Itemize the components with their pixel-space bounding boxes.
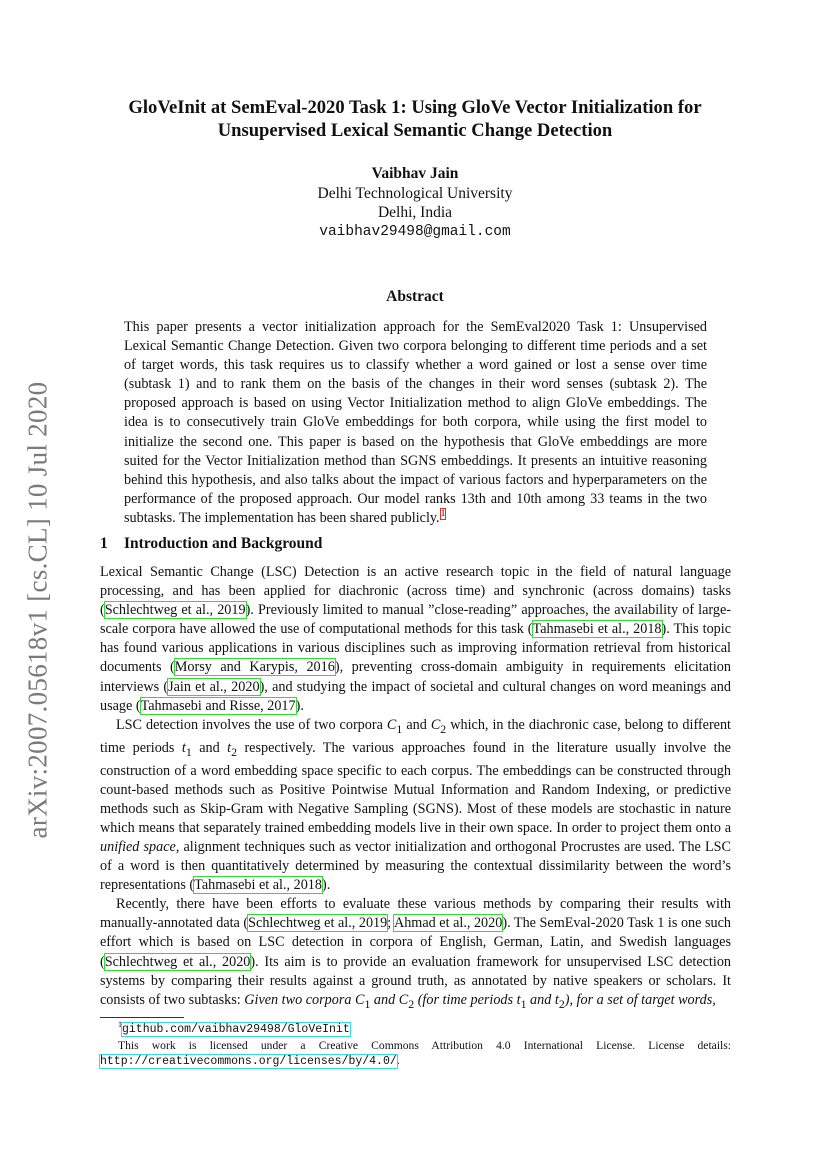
italic-run: ), for a set of target words,	[564, 991, 716, 1008]
abstract-heading: Abstract	[386, 288, 444, 305]
citation-link[interactable]: Tahmasebi and Risse, 2017	[140, 697, 296, 714]
text-run: ).	[322, 877, 331, 894]
text-run: which, in the diachronic case, belong to different time periods	[100, 716, 732, 756]
italic-run: and	[526, 991, 555, 1008]
math-symbol: C	[430, 716, 441, 733]
footnote-divider	[100, 1017, 184, 1018]
author-block	[100, 164, 730, 242]
math-subscript: 1	[185, 744, 192, 759]
github-link[interactable]: github.com/vaibhav29498/GloVeInit	[122, 1023, 350, 1036]
text-run: ), and studying the impact of societal and cultural changes on word meanings and usage (	[100, 678, 731, 714]
text-run: ).	[295, 697, 304, 714]
paper-title	[100, 96, 730, 142]
author-name: Vaibhav Jain	[371, 165, 459, 182]
text-run: LSC detection involves the use of two corpora	[116, 716, 387, 733]
math-subscript: 1	[364, 996, 371, 1011]
italic-run: Given two corpora	[244, 991, 355, 1008]
author-email[interactable]: vaibhav29498@gmail.com	[319, 223, 511, 240]
math-symbol: C	[398, 991, 409, 1008]
license-link[interactable]: http://creativecommons.org/licenses/by/4.0/	[100, 1055, 397, 1068]
text-run: Lexical Semantic Change (LSC) Detection is an active research topic in the field of natural language processing, and has been applied for diachronic (across time) and synchronic (across domains) tasks (	[100, 564, 731, 619]
section-title: Introduction and Background	[124, 535, 323, 552]
math-subscript: 1	[396, 721, 403, 736]
footnote-1	[100, 1021, 731, 1038]
author-affiliation: Delhi Technological University	[317, 184, 513, 202]
text-run: ). Previously limited to manual ”close-reading” approaches, the availability of large-scale corpora have allowed the use of computational methods for this task (	[100, 602, 732, 638]
math-subscript: 2	[231, 744, 237, 759]
italic-run: (for time periods	[414, 991, 517, 1008]
math-symbol: C	[354, 991, 365, 1008]
section-number: 1	[100, 535, 108, 552]
footnotes	[100, 1021, 731, 1070]
math-subscript: 2	[440, 721, 447, 736]
math-symbol: t	[516, 991, 521, 1008]
author-location: Delhi, India	[377, 204, 453, 221]
citation-link[interactable]: Schlechtweg et al., 2019	[104, 602, 246, 619]
section-body	[100, 563, 731, 1014]
arxiv-sidebar	[16, 370, 60, 850]
license-end: .	[396, 1054, 400, 1067]
citation-link[interactable]: Ahmad et al., 2020	[393, 915, 503, 932]
citation-link[interactable]: Tahmasebi et al., 2018	[532, 621, 662, 638]
math-subscript: 2	[408, 996, 415, 1011]
citation-link[interactable]: Morsy and Karypis, 2016	[174, 659, 335, 676]
citation-link[interactable]: Jain et al., 2020	[168, 678, 260, 695]
paragraph-1	[100, 563, 731, 716]
citation-link[interactable]: Schlechtweg et al., 2019	[248, 915, 388, 932]
citation-link[interactable]: Tahmasebi et al., 2018	[194, 877, 322, 894]
math-symbol: t	[181, 739, 186, 756]
paragraph-3	[100, 895, 731, 1013]
section-heading	[100, 535, 322, 553]
text-run: and	[191, 739, 228, 756]
abstract-text	[124, 318, 707, 528]
abstract-body: This paper presents a vector initialization approach for the SemEval2020 Task 1: Unsupervised Lexical Semantic Change Detection. Given two corpora belonging to different time periods and a set of target words, this task requires us to classify whether a word gained or lost a sense over time (subtask 1) and to rank them on the basis of the changes in their word senses (subtask 2). The proposed approach is based on using Vector Initialization method to align GloVe embeddings. The idea is to consecutively train GloVe embeddings for both corpora, while using the first model to initialize the second one. This paper is based on the hypothesis that GloVe embeddings are more suited for the Vector Initialization method than SGNS embeddings. It presents an intuitive reasoning behind this hypothesis, and also talks about the impact of various factors and hyperparameters on the performance of the proposed approach. Our model ranks 13th and 10th among 33 teams in the two subtasks. The implementation has been shared publicly.	[124, 319, 707, 526]
text-run: , alignment techniques such as vector initialization and orthogonal Procrustes are used. The LSC of a word is then quantitatively determined by measuring the contextual dissimilarity between the word’s representations (	[100, 838, 731, 894]
footnote-ref-1[interactable]: 1	[440, 509, 446, 520]
text-run: ). Its aim is to provide an evaluation framework for unsupervised LSC detection systems by comparing their results against a ground truth, as annotated by native speakers or scholars. It consists of two subtasks:	[100, 953, 732, 1008]
arxiv-identifier: arXiv:2007.05618v1 [cs.CL] 10 Jul 2020	[22, 381, 53, 839]
license-text: This work is licensed under a Creative Commons Attribution 4.0 International License. License details:	[118, 1038, 731, 1052]
emphasis: unified space	[100, 838, 176, 855]
text-run: ). The SemEval-2020 Task 1 is one such effort which is based on LSC detection in corpora of English, German, Latin, and Swedish languages (	[100, 915, 731, 970]
title-line-1: GloVeInit at SemEval-2020 Task 1: Using GloVe Vector Initialization for	[128, 97, 702, 118]
math-symbol: t	[227, 739, 232, 756]
text-run: and	[402, 716, 431, 733]
text-run: ). This topic has found various applications in various disciplines such as improving information retrieval from historical documents (	[100, 621, 732, 676]
paragraph-2	[100, 716, 731, 896]
license-footnote	[100, 1038, 731, 1070]
citation-link[interactable]: Schlechtweg et al., 2020	[104, 953, 251, 970]
math-subscript: 2	[558, 996, 565, 1011]
italic-run: and	[370, 991, 399, 1008]
math-symbol: t	[554, 991, 559, 1008]
text-run: respectively. The various approaches found in the literature usually involve the construction of a word embedding space specific to each corpus. The embeddings can be constructed through count-based methods such as Positive Pointwise Mutual Information and Random Indexing, or predictive methods such as Skip-Gram with Negative Sampling (SGNS). Most of these models are stochastic in nature which means that separately trained embedding models live in their own space. In order to project them onto a	[100, 739, 731, 836]
text-run: ), preventing cross-domain ambiguity in requirements elicitation interviews (	[100, 659, 731, 695]
math-subscript: 1	[520, 996, 527, 1011]
text-run: ;	[387, 915, 394, 932]
title-line-2: Unsupervised Lexical Semantic Change Detection	[217, 120, 613, 141]
footnote-1-mark: 1	[118, 1020, 122, 1030]
text-run: Recently, there have been efforts to evaluate these various methods by comparing their results with manually-annotated data (	[100, 896, 731, 932]
math-symbol: C	[386, 716, 397, 733]
